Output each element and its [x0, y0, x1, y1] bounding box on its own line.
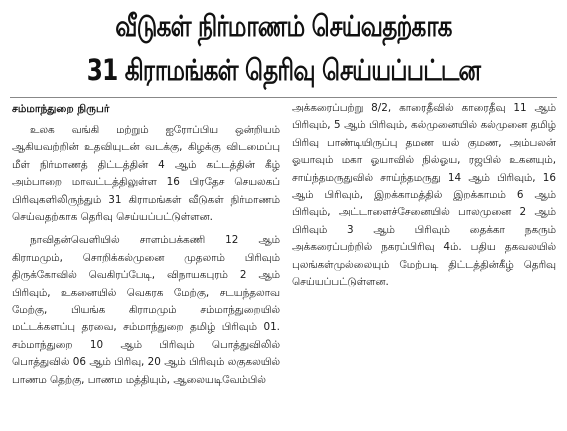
article-paragraph-3: அக்கரைப்பற்று 8/2, காரைதீவில் காரைதீவு 11 ஆம் பிரிவும், 5 ஆம் பிரிவும், கல்முனையில் கல்முனை தமிழ் பிரிவு பாண்டியிருப்பு தமண யல் குமண, அம்பலன் ஓயாவும் மகா ஓயாவில் நில்ஓய, ரஜபில் உகனயும், சாய்ந்தமருதுவில் சாய்ந்தமருது 14 ஆம் பிரிவும், 16 ஆம் பிரிவும், இறக்காமத்தில் இறக்காமம் 6 ஆம் பிரிவும், அட்டாளைச்சேனையில் பாலமுனை 2 ஆம் பிரிவும் 3 ஆம் பிரிவும் தைக்கா நகரும் அக்கரைப்பற்றில் நகரப்பிரிவு 4ம். பதிய தகவலயில் புலங்கள்முல்லையும் மேற்படி திட்டத்தின்கீழ் தெரிவு செய்யப்பட்டுள்ளன. — [292, 102, 556, 289]
article-column-left — [12, 100, 280, 395]
headline-line-1: வீடுகள் நிர்மாணம் செய்வதற்காக — [115, 9, 452, 43]
headline-line-2: 31 கிராமங்கள் தெரிவு செய்யப்பட்டன — [86, 53, 481, 87]
headline — [0, 0, 567, 96]
article-column-right — [292, 100, 556, 291]
byline: சம்மாந்துறை நிருபர் — [12, 103, 110, 115]
headline-divider — [10, 97, 557, 98]
article-paragraph-2: நாவிதன்வெளியில் சாளம்பக்கணி 12 ஆம் கிராமமும், சொறிக்கல்முனை முதலாம் பிரிவும் திருக்கோவில் வெகிரப்பேடி, விநாயகபுரம் 2 ஆம் பிரிவும், உகனையில் வெகரக மேற்கு, சடயந்தலாவ மேற்கு, பியங்க கிராமமும் சம்மாந்துறையில் மட்டக்களப்பு தரவை, சம்மாந்துறை தமிழ் பிரிவும் 01. சம்மாந்துறை 10 ஆம் பிரிவும் பொத்துவிலில் பொத்துவில் 06 ஆம் பிரிவு, 20 ஆம் பிரிவும் லகுகலயில் பாணம தெற்கு, பாணம மத்தியும், ஆலையடிவேம்பில் — [12, 234, 280, 386]
article-paragraph-1: உலக வங்கி மற்றும் ஐரோப்பிய ஒன்றியம் ஆகியவற்றின் உதவியுடன் வடக்கு, கிழக்கு விடமைப்பு மீள் நிர்மாணத் திட்டத்தின் 4 ஆம் கட்டத்தின் கீழ் அம்பாறை மாவட்டத்திலுள்ள 16 பிரதேச செயலகப் பிரிவுகளிலிருந்தும் 31 கிராமங்கள் வீடுகள் நிர்மாணம் செய்வதற்காக தெரிவு செய்யப்பட்டுள்ளன. — [12, 124, 280, 224]
